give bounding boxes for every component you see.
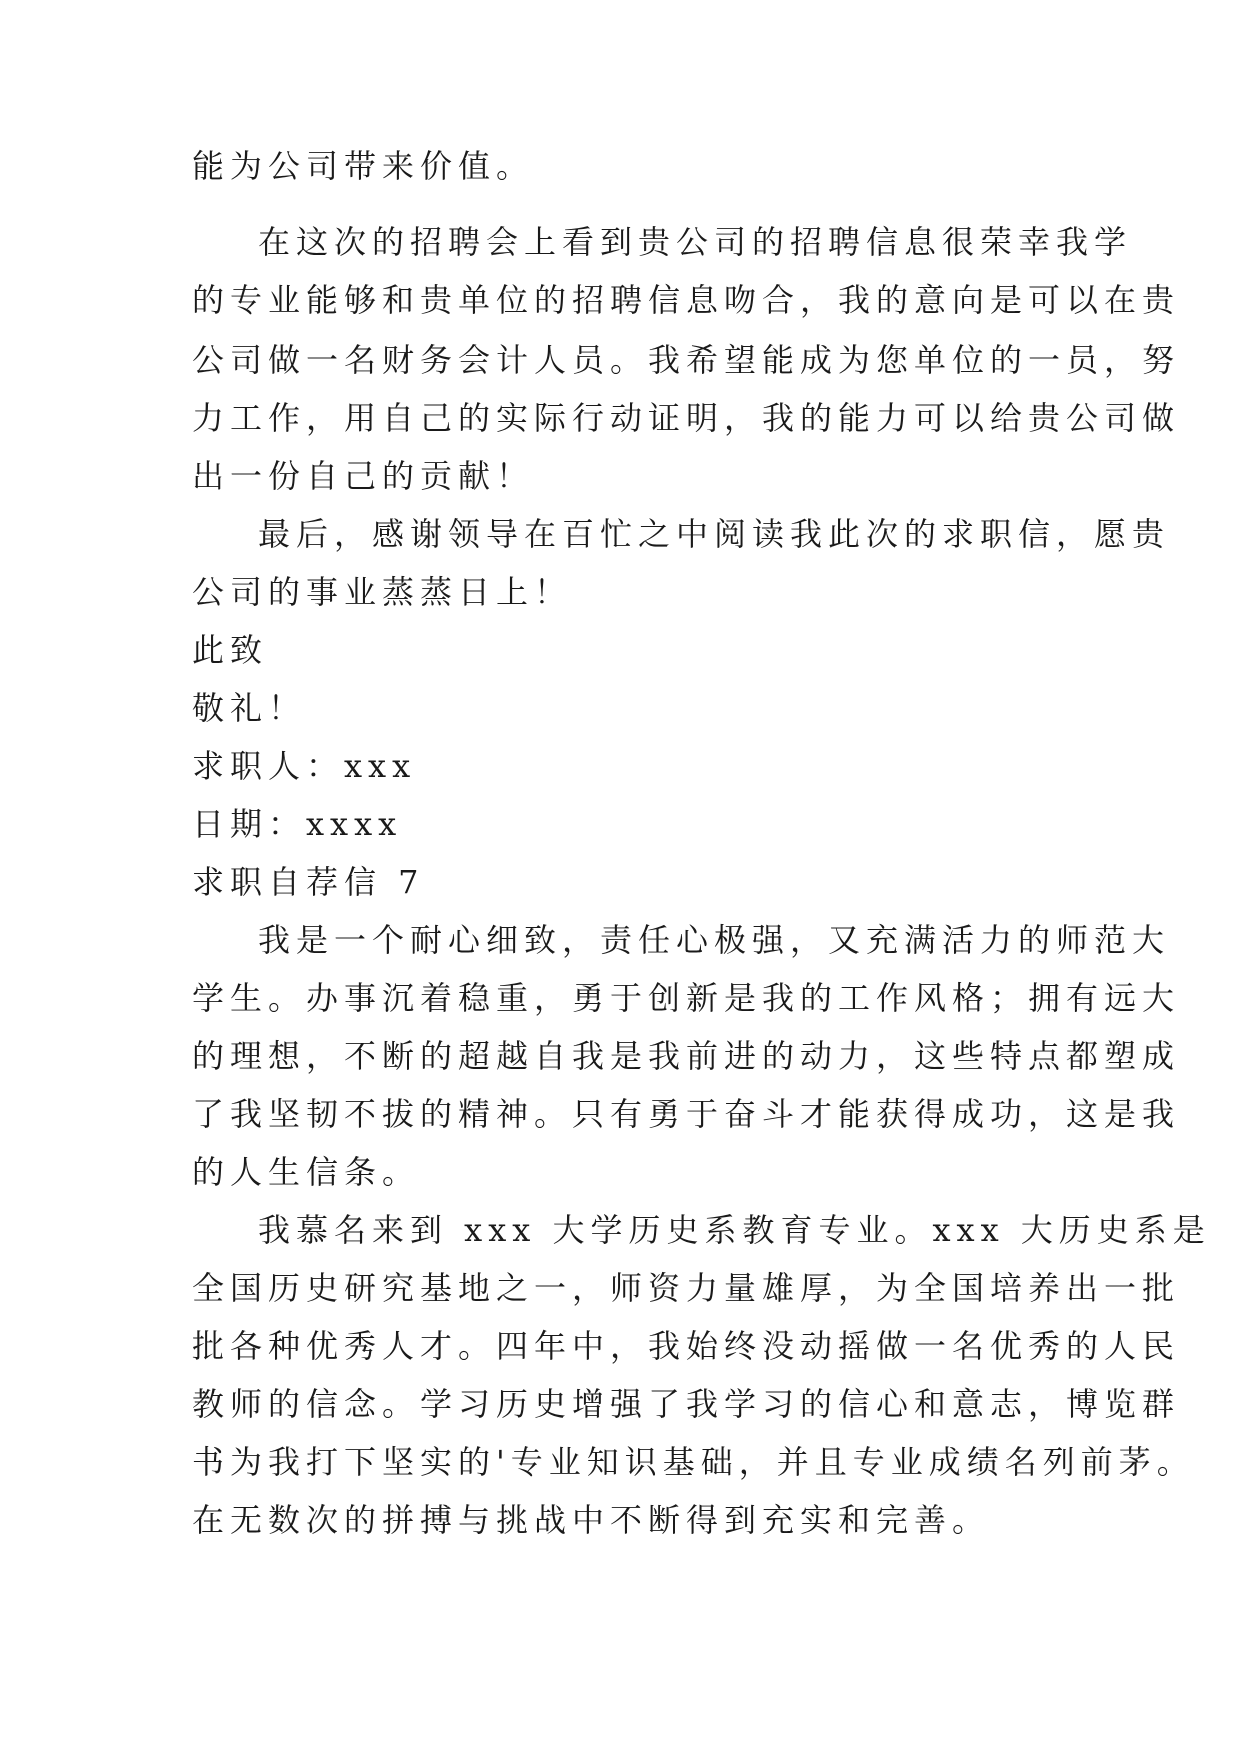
closing-salutation: 此致: [192, 631, 269, 669]
text-line: 力工作，用自己的实际行动证明，我的能力可以给贵公司做: [192, 399, 1181, 437]
text-line: 在无数次的拼搏与挑战中不断得到充实和完善。: [192, 1501, 991, 1539]
applicant-name: 求职人：xxx: [192, 747, 417, 785]
text-line: 了我坚韧不拔的精神。只有勇于奋斗才能获得成功，这是我: [192, 1095, 1181, 1133]
text-line: 教师的信念。学习历史增强了我学习的信心和意志，博览群: [192, 1385, 1181, 1423]
text-line: 全国历史研究基地之一，师资力量雄厚，为全国培养出一批: [192, 1269, 1181, 1307]
text-line: 书为我打下坚实的'专业知识基础，并且专业成绩名列前茅。: [192, 1443, 1195, 1481]
closing-regards: 敬礼！: [192, 689, 307, 727]
paragraph-first-line: 在这次的招聘会上看到贵公司的招聘信息很荣幸我学: [258, 223, 1133, 261]
text-line: 学生。办事沉着稳重，勇于创新是我的工作风格；拥有远大: [192, 979, 1181, 1017]
text-line: 公司的事业蒸蒸日上！: [192, 573, 573, 611]
paragraph-first-line: 我是一个耐心细致，责任心极强，又充满活力的师范大: [258, 921, 1171, 959]
letter-date: 日期：xxxx: [192, 805, 403, 843]
text-line: 公司做一名财务会计人员。我希望能成为您单位的一员，努: [192, 341, 1181, 379]
paragraph-first-line: 最后，感谢领导在百忙之中阅读我此次的求职信，愿贵: [258, 515, 1171, 553]
text-line: 的专业能够和贵单位的招聘信息吻合，我的意向是可以在贵: [192, 281, 1181, 319]
text-line: 的人生信条。: [192, 1153, 421, 1191]
section-heading: 求职自荐信 7: [192, 863, 425, 901]
text-line: 批各种优秀人才。四年中，我始终没动摇做一名优秀的人民: [192, 1327, 1181, 1365]
text-line: 的理想，不断的超越自我是我前进的动力，这些特点都塑成: [192, 1037, 1181, 1075]
text-line: 出一份自己的贡献！: [192, 457, 535, 495]
text-line: 能为公司带来价值。: [192, 147, 535, 185]
paragraph-first-line: 我慕名来到 xxx 大学历史系教育专业。xxx 大历史系是: [258, 1211, 1211, 1249]
